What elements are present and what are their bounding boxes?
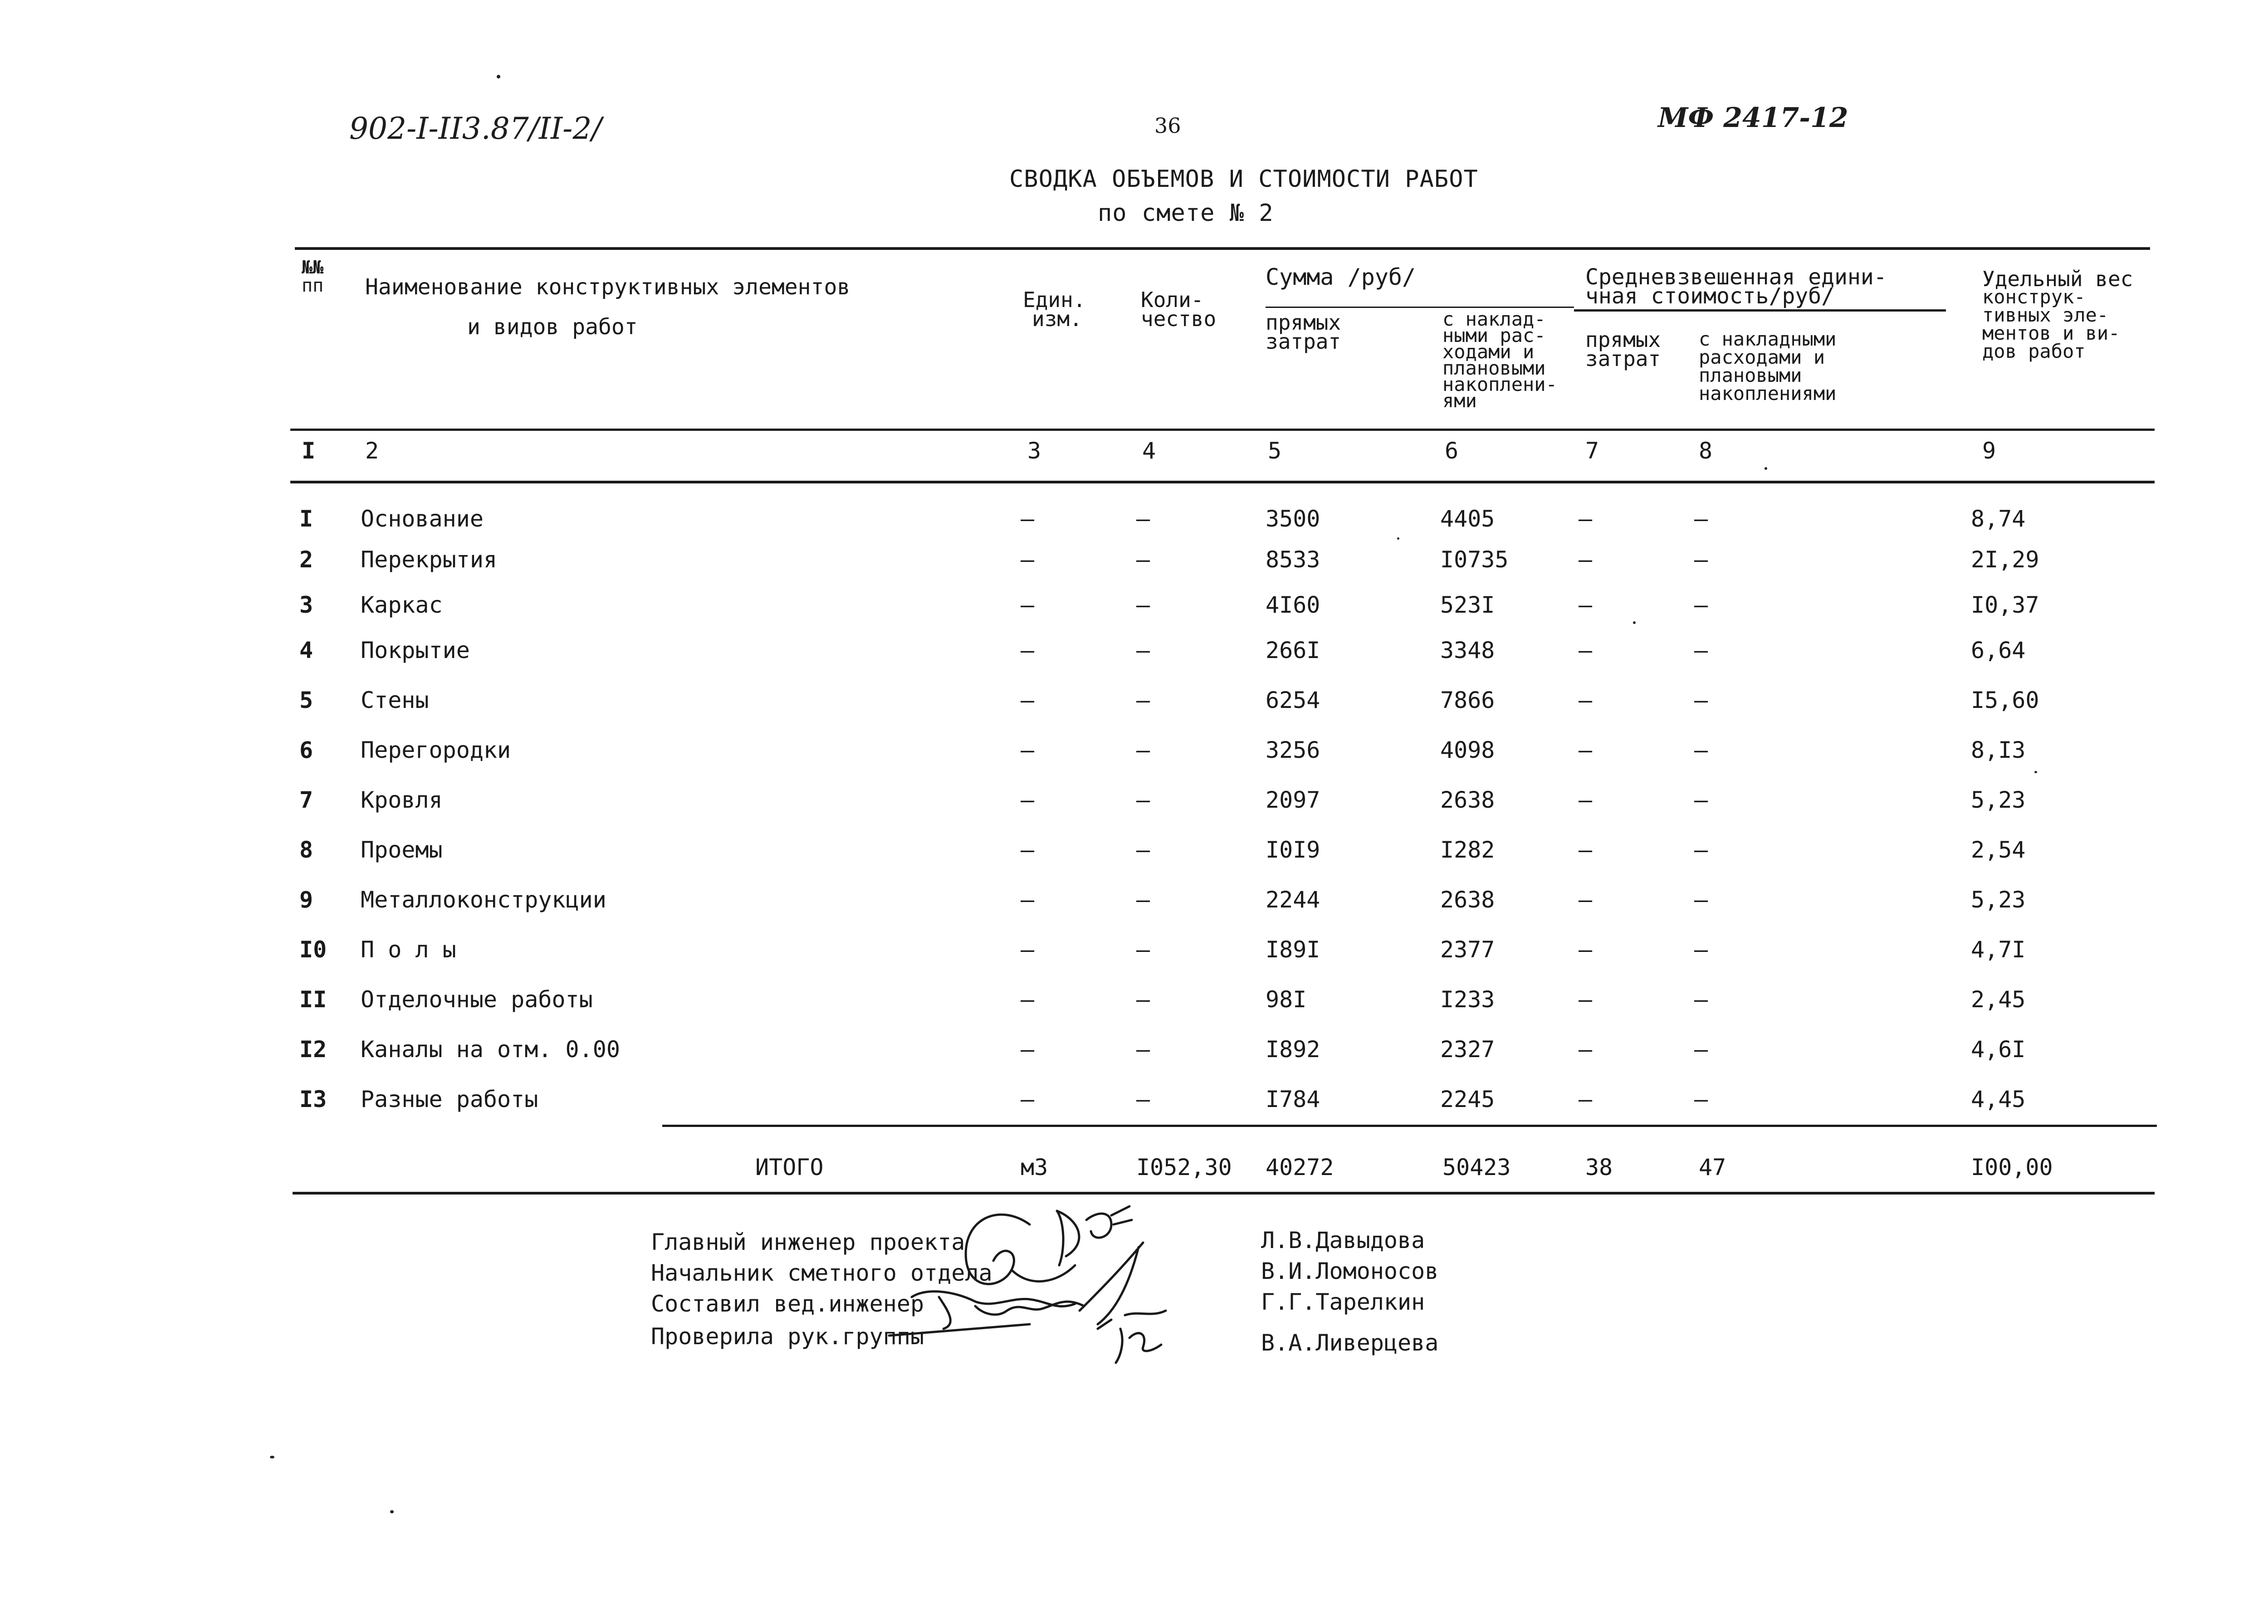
archive-code: МФ 2417-12 — [1658, 102, 1848, 134]
cell-unit: – — [1021, 687, 1035, 713]
header-weight-line3: тивных эле- — [1982, 304, 2109, 326]
cell-unit: – — [1021, 887, 1035, 913]
header-sum-overhead-line1: с наклад- — [1442, 308, 1546, 330]
total-label: ИТОГО — [755, 1154, 824, 1180]
cell-unit: – — [1021, 837, 1035, 863]
cell-overhead: 4098 — [1440, 737, 1495, 763]
header-avg-overhead-line4: накоплениями — [1699, 382, 1837, 405]
cell-avg-overhead: – — [1694, 737, 1708, 763]
cell-overhead: 2327 — [1440, 1036, 1495, 1063]
header-unit-line2: изм. — [1032, 307, 1082, 331]
avg-group-rule — [1574, 309, 1946, 312]
cell-name: Каналы на отм. 0.00 — [361, 1036, 620, 1063]
cell-avg-overhead: – — [1694, 1086, 1708, 1112]
signature-role-3: Составил вед.инженер — [651, 1291, 924, 1317]
cell-avg-overhead: – — [1694, 986, 1708, 1013]
cell-overhead: 2377 — [1440, 936, 1495, 963]
colnum-2: 2 — [365, 438, 379, 464]
cell-avg-direct: – — [1579, 837, 1593, 863]
colnum-6: 6 — [1445, 438, 1459, 464]
cell-direct: I784 — [1266, 1086, 1320, 1112]
cell-avg-overhead: – — [1694, 592, 1708, 618]
colnum-9: 9 — [1982, 438, 1996, 464]
document-title: СВОДКА ОБЪЕМОВ И СТОИМОСТИ РАБОТ — [1009, 166, 1478, 193]
header-sum-overhead-line2: ными рас- — [1442, 324, 1546, 346]
header-sum-direct-line2: затрат — [1266, 329, 1341, 354]
cell-direct: 3500 — [1266, 506, 1320, 532]
cell-num: 4 — [299, 637, 313, 663]
scan-speck — [1765, 467, 1767, 470]
cell-qty: – — [1136, 687, 1150, 713]
colnum-8: 8 — [1699, 438, 1713, 464]
cell-avg-direct: – — [1579, 737, 1593, 763]
cell-avg-overhead: – — [1694, 837, 1708, 863]
cell-avg-direct: – — [1579, 506, 1593, 532]
cell-name: Металлоконструкции — [361, 887, 606, 913]
cell-num: 9 — [299, 887, 313, 913]
header-sum-overhead-line5: накоплени- — [1442, 373, 1557, 395]
cell-avg-direct: – — [1579, 887, 1593, 913]
cell-overhead: I0735 — [1440, 546, 1509, 573]
cell-num: 6 — [299, 737, 313, 763]
total-avg-overhead: 47 — [1699, 1154, 1726, 1180]
handwritten-signatures — [885, 1193, 1229, 1374]
header-avg-overhead-line1: с накладными — [1699, 328, 1837, 350]
cell-unit: – — [1021, 592, 1035, 618]
cell-name: Перекрытия — [361, 546, 498, 573]
cell-direct: 8533 — [1266, 546, 1320, 573]
header-weight-line4: ментов и ви- — [1982, 322, 2120, 344]
header-avg-direct-line2: затрат — [1585, 346, 1661, 371]
header-avg-group-line1: Средневзвешенная едини- — [1585, 264, 1887, 290]
cell-overhead: 2245 — [1440, 1086, 1495, 1112]
cell-avg-overhead: – — [1694, 546, 1708, 573]
header-avg-overhead-line2: расходами и — [1699, 346, 1825, 368]
colnum-1: I — [302, 438, 316, 464]
cell-num: II — [299, 986, 327, 1013]
header-sum-overhead — [1442, 308, 1557, 412]
cell-avg-overhead: – — [1694, 637, 1708, 663]
header-weight-line2: конструк- — [1982, 286, 2086, 308]
cell-qty: – — [1136, 936, 1150, 963]
header-sum-direct — [1266, 310, 1341, 354]
cell-weight: 4,6I — [1971, 1036, 2026, 1063]
header-weight-line1: Удельный вес — [1982, 267, 2133, 291]
total-avg-direct: 38 — [1585, 1154, 1613, 1180]
cell-avg-direct: – — [1579, 637, 1593, 663]
cell-overhead: 7866 — [1440, 687, 1495, 713]
header-avg-direct-line1: прямых — [1585, 327, 1661, 352]
total-weight: I00,00 — [1971, 1154, 2053, 1180]
cell-weight: I5,60 — [1971, 687, 2039, 713]
cell-name: Проемы — [361, 837, 443, 863]
cell-avg-overhead: – — [1694, 936, 1708, 963]
cell-avg-overhead: – — [1694, 1036, 1708, 1063]
cell-qty: – — [1136, 637, 1150, 663]
cell-name: Стены — [361, 687, 429, 713]
header-avg-overhead-line3: плановыми — [1699, 364, 1802, 386]
colnum-5: 5 — [1268, 438, 1282, 464]
cell-num: I — [299, 506, 313, 532]
cell-qty: – — [1136, 887, 1150, 913]
total-overhead: 50423 — [1442, 1154, 1511, 1180]
header-qty — [1141, 288, 1217, 331]
cell-num: 2 — [299, 546, 313, 573]
cell-name: Каркас — [361, 592, 443, 618]
colnum-3: 3 — [1027, 438, 1041, 464]
cell-name: Кровля — [361, 787, 443, 813]
cell-avg-direct: – — [1579, 1036, 1593, 1063]
cell-avg-overhead: – — [1694, 687, 1708, 713]
cell-weight: 5,23 — [1971, 887, 2026, 913]
cell-direct: 3256 — [1266, 737, 1320, 763]
cell-unit: – — [1021, 1036, 1035, 1063]
cell-qty: – — [1136, 787, 1150, 813]
cell-overhead: 2638 — [1440, 887, 1495, 913]
header-qty-line2: чество — [1141, 307, 1217, 331]
cell-num: 5 — [299, 687, 313, 713]
signature-name-2: В.И.Ломоносов — [1261, 1258, 1439, 1284]
total-unit: м3 — [1021, 1154, 1048, 1180]
scan-speck — [390, 1510, 394, 1513]
total-direct: 40272 — [1266, 1154, 1334, 1180]
cell-qty: – — [1136, 1086, 1150, 1112]
cell-direct: 98I — [1266, 986, 1307, 1013]
signature-name-1: Л.В.Давыдова — [1261, 1227, 1425, 1253]
cell-weight: 6,64 — [1971, 637, 2026, 663]
header-name-line1: Наименование конструктивных элементов — [365, 274, 850, 300]
scan-speck — [270, 1456, 274, 1458]
signature-name-3: Г.Г.Тарелкин — [1261, 1289, 1425, 1315]
cell-avg-direct: – — [1579, 546, 1593, 573]
cell-name: Перегородки — [361, 737, 511, 763]
colnum-4: 4 — [1142, 438, 1156, 464]
cell-direct: 2097 — [1266, 787, 1320, 813]
cell-qty: – — [1136, 592, 1150, 618]
header-num — [302, 258, 323, 295]
cell-qty: – — [1136, 506, 1150, 532]
header-bottom-rule — [290, 429, 2155, 431]
signature-role-2: Начальник сметного отдела — [651, 1260, 992, 1286]
header-sum-group: Сумма /руб/ — [1266, 264, 1416, 290]
cell-avg-direct: – — [1579, 787, 1593, 813]
header-sum-overhead-line3: ходами и — [1442, 341, 1535, 363]
header-name-line2: и видов работ — [467, 314, 638, 340]
table-top-rule — [295, 247, 2150, 250]
header-weight — [1982, 267, 2133, 362]
header-sum-overhead-line4: плановыми — [1442, 357, 1546, 379]
scan-speck — [497, 75, 500, 78]
colnum-bottom-rule — [290, 481, 2155, 483]
cell-unit: – — [1021, 787, 1035, 813]
cell-qty: – — [1136, 546, 1150, 573]
page-number: 36 — [1154, 113, 1181, 138]
cell-direct: I0I9 — [1266, 837, 1320, 863]
scan-speck — [1633, 621, 1636, 624]
cell-name: Отделочные работы — [361, 986, 593, 1013]
colnum-7: 7 — [1585, 438, 1599, 464]
cell-weight: 8,74 — [1971, 506, 2026, 532]
cell-name: Основание — [361, 506, 484, 532]
cell-unit: – — [1021, 1086, 1035, 1112]
header-qty-line1: Коли- — [1141, 288, 1204, 312]
scan-speck — [2034, 771, 2037, 773]
cell-weight: 2,54 — [1971, 837, 2026, 863]
header-num-line1: №№ — [302, 257, 324, 278]
cell-avg-overhead: – — [1694, 887, 1708, 913]
signature-role-4: Проверила рук.группы — [651, 1323, 924, 1350]
cell-overhead: 4405 — [1440, 506, 1495, 532]
cell-direct: 6254 — [1266, 687, 1320, 713]
header-avg-overhead — [1699, 330, 1836, 403]
cell-avg-direct: – — [1579, 986, 1593, 1013]
cell-overhead: I233 — [1440, 986, 1495, 1013]
cell-overhead: 523I — [1440, 592, 1495, 618]
cell-num: I3 — [299, 1086, 327, 1112]
cell-avg-direct: – — [1579, 936, 1593, 963]
document-subtitle: по смете № 2 — [1098, 200, 1274, 227]
cell-unit: – — [1021, 506, 1035, 532]
cell-num: 8 — [299, 837, 313, 863]
header-unit-line1: Един. — [1023, 288, 1086, 312]
signature-name-4: В.А.Ливерцева — [1261, 1330, 1439, 1356]
cell-avg-overhead: – — [1694, 506, 1708, 532]
cell-weight: 5,23 — [1971, 787, 2026, 813]
cell-avg-direct: – — [1579, 592, 1593, 618]
header-avg-group-line2: чная стоимость/руб/ — [1585, 283, 1835, 309]
header-sum-direct-line1: прямых — [1266, 310, 1341, 335]
cell-overhead: I282 — [1440, 837, 1495, 863]
cell-overhead: 3348 — [1440, 637, 1495, 663]
cell-weight: 8,I3 — [1971, 737, 2026, 763]
cell-qty: – — [1136, 837, 1150, 863]
cell-weight: 4,45 — [1971, 1086, 2026, 1112]
cell-weight: 4,7I — [1971, 936, 2026, 963]
header-sum-overhead-line6: ями — [1442, 390, 1477, 412]
cell-overhead: 2638 — [1440, 787, 1495, 813]
cell-unit: – — [1021, 637, 1035, 663]
scan-speck — [1397, 537, 1399, 540]
cell-weight: 2I,29 — [1971, 546, 2039, 573]
cell-num: I0 — [299, 936, 327, 963]
cell-qty: – — [1136, 986, 1150, 1013]
cell-avg-direct: – — [1579, 1086, 1593, 1112]
cell-name: Разные работы — [361, 1086, 538, 1112]
cell-weight: I0,37 — [1971, 592, 2039, 618]
cell-avg-overhead: – — [1694, 787, 1708, 813]
cell-name: П о л ы — [361, 936, 456, 963]
cell-unit: – — [1021, 986, 1035, 1013]
cell-unit: – — [1021, 936, 1035, 963]
cell-weight: 2,45 — [1971, 986, 2026, 1013]
cell-avg-direct: – — [1579, 687, 1593, 713]
cell-num: I2 — [299, 1036, 327, 1063]
total-qty: I052,30 — [1136, 1154, 1232, 1180]
cell-direct: I892 — [1266, 1036, 1320, 1063]
cell-num: 3 — [299, 592, 313, 618]
cell-qty: – — [1136, 1036, 1150, 1063]
document-code: 902-I-II3.87/II-2/ — [349, 111, 602, 146]
cell-unit: – — [1021, 546, 1035, 573]
cell-direct: 2244 — [1266, 887, 1320, 913]
cell-direct: 266I — [1266, 637, 1320, 663]
signature-role-1: Главный инженер проекта — [651, 1229, 965, 1255]
cell-direct: 4I60 — [1266, 592, 1320, 618]
header-unit — [1023, 288, 1086, 331]
cell-direct: I89I — [1266, 936, 1320, 963]
header-avg-direct — [1585, 327, 1661, 371]
header-weight-line5: дов работ — [1982, 340, 2086, 362]
cell-qty: – — [1136, 737, 1150, 763]
header-avg-group — [1585, 264, 1887, 309]
cell-num: 7 — [299, 787, 313, 813]
total-top-rule — [662, 1125, 2157, 1127]
header-num-line2: пп — [302, 275, 324, 296]
cell-name: Покрытие — [361, 637, 470, 663]
cell-unit: – — [1021, 737, 1035, 763]
